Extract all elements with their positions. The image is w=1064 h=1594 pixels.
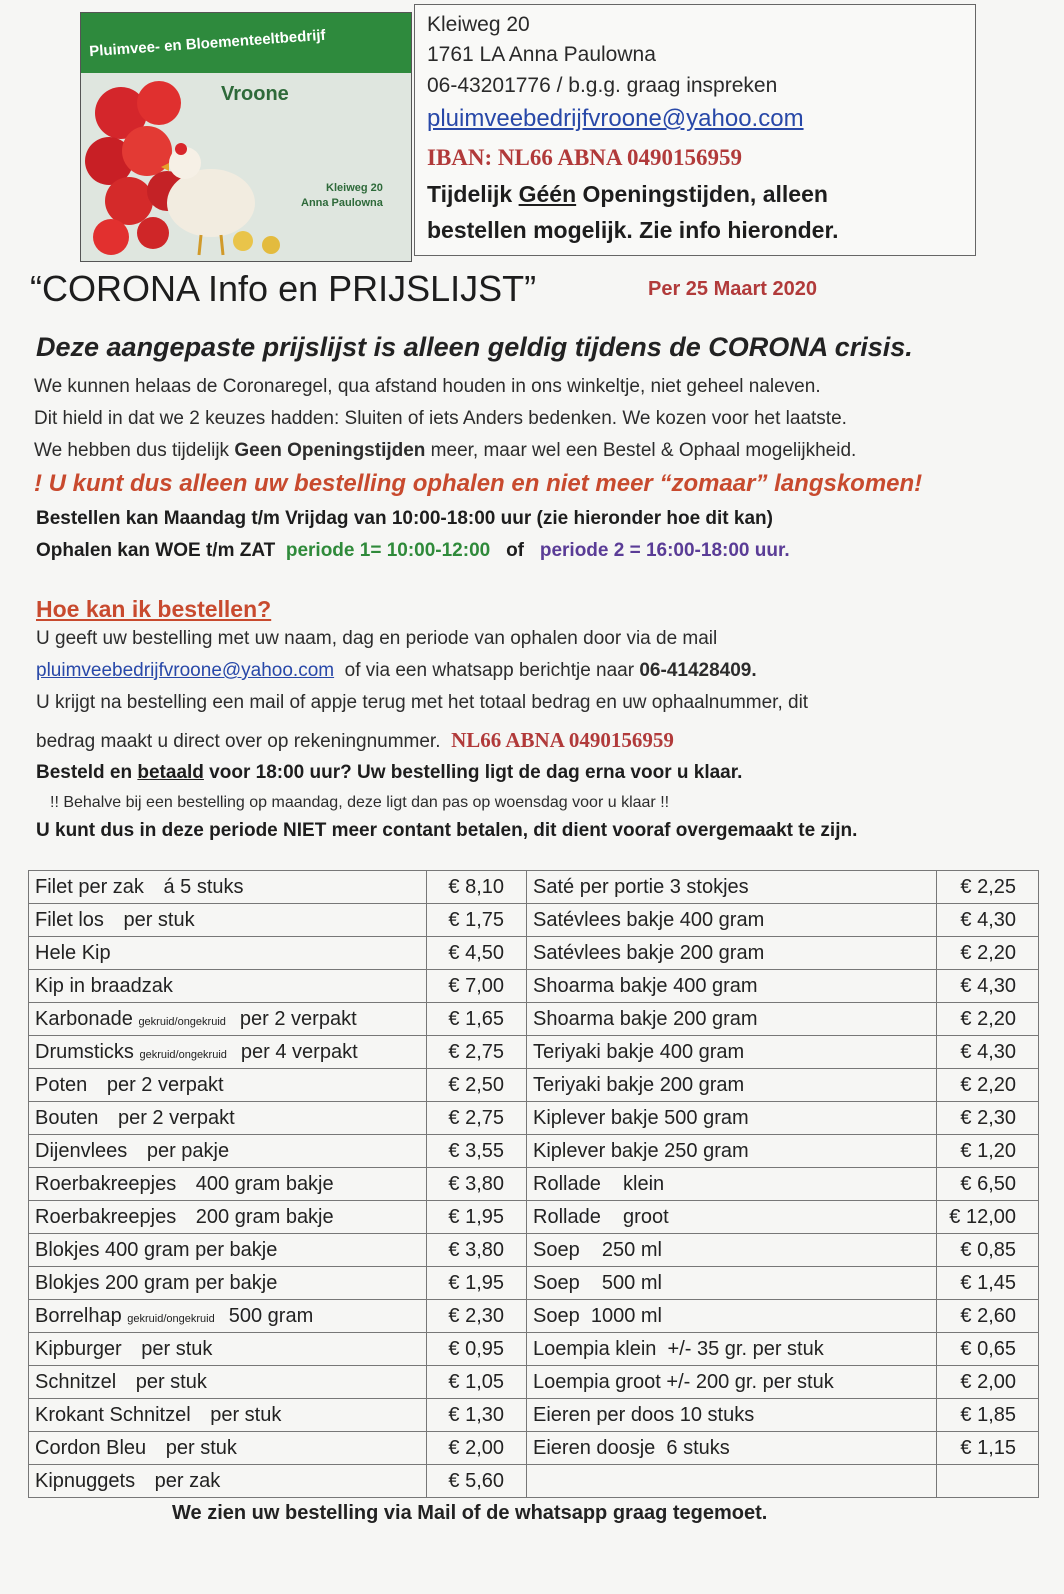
product-detail: per stuk xyxy=(135,1370,207,1393)
product-name-right: Soep 1000 ml xyxy=(527,1300,937,1333)
product-name: Hele Kip xyxy=(35,941,111,964)
product-name: Blokjes 400 gram per bakje xyxy=(35,1238,278,1261)
product-price-right: € 2,20 xyxy=(937,1003,1039,1036)
pickup-period-1: periode 1= 10:00-12:00 xyxy=(285,540,491,561)
product-detail: per zak xyxy=(154,1469,221,1492)
how-line5-a: Besteld en xyxy=(36,762,138,783)
pickup-period-2: periode 2 = 16:00-18:00 uur. xyxy=(539,540,790,561)
product-price-right: € 1,20 xyxy=(937,1135,1039,1168)
logo-city: Anna Paulowna xyxy=(301,197,383,209)
how-line1: U geeft uw bestelling met uw naam, dag en periode van ophalen door via de mail xyxy=(36,628,718,649)
product-price-left: € 2,50 xyxy=(427,1069,527,1102)
product-price-left: € 7,00 xyxy=(427,970,527,1003)
product-price-left: € 2,00 xyxy=(427,1432,527,1465)
product-name-right: Satévlees bakje 400 gram xyxy=(527,904,937,937)
product-name-right: Teriyaki bakje 200 gram xyxy=(527,1069,937,1102)
product-price-left: € 1,75 xyxy=(427,904,527,937)
price-row xyxy=(29,937,1039,970)
logo-banner-text: Pluimvee- en Bloementeeltbedrijf xyxy=(88,26,327,61)
product-detail: 500 gram xyxy=(228,1304,314,1327)
product-name-right xyxy=(527,1465,937,1498)
product-price-right: € 2,25 xyxy=(937,871,1039,904)
intro-line2: Dit hield in dat we 2 keuzes hadden: Sluiten of iets Anders bedenken. We kozen voor het laatste. xyxy=(34,408,847,429)
product-detail: per stuk xyxy=(165,1436,237,1459)
price-row xyxy=(29,1036,1039,1069)
how-email-link[interactable]: pluimveebedrijfvroone@yahoo.com xyxy=(36,660,335,681)
how-line3: U krijgt na bestelling een mail of appje terug met het totaal bedrag en uw ophaalnummer, dit xyxy=(36,692,809,713)
product-name: Kipburger xyxy=(35,1337,122,1360)
contact-phone: 06-43201776 / b.g.g. graag inspreken xyxy=(427,74,778,97)
price-row xyxy=(29,904,1039,937)
product-name-left xyxy=(29,1399,427,1432)
product-detail: per stuk xyxy=(123,908,195,931)
product-detail: 200 gram bakje xyxy=(195,1205,334,1228)
whatsapp-number: 06-41428409. xyxy=(639,660,757,681)
product-name-right: Rollade groot xyxy=(527,1201,937,1234)
how-heading: Hoe kan ik bestellen? xyxy=(36,596,272,622)
product-name-left xyxy=(29,970,427,1003)
product-price-left: € 3,80 xyxy=(427,1168,527,1201)
price-row xyxy=(29,1201,1039,1234)
product-name: Dijenvlees xyxy=(35,1139,128,1162)
product-name-right: Soep 250 ml xyxy=(527,1234,937,1267)
product-price-right: € 0,85 xyxy=(937,1234,1039,1267)
price-row xyxy=(29,1003,1039,1036)
product-name-left xyxy=(29,1300,427,1333)
product-price-right: € 4,30 xyxy=(937,904,1039,937)
product-price-left: € 4,50 xyxy=(427,937,527,970)
price-row xyxy=(29,1069,1039,1102)
product-name-left xyxy=(29,1069,427,1102)
intro-line3-a: We hebben dus tijdelijk xyxy=(34,440,235,461)
footer-note: We zien uw bestelling via Mail of de whatsapp graag tegemoet. xyxy=(172,1502,768,1524)
product-qualifier: gekruid/ongekruid xyxy=(138,1015,226,1028)
intro-line1: We kunnen helaas de Coronaregel, qua afstand houden in ons winkeltje, niet geheel naleven. xyxy=(34,376,821,397)
product-detail: per 2 verpakt xyxy=(117,1106,235,1129)
product-name-right: Loempia klein +/- 35 gr. per stuk xyxy=(527,1333,937,1366)
product-detail: á 5 stuks xyxy=(163,875,244,898)
product-name-right: Kiplever bakje 500 gram xyxy=(527,1102,937,1135)
product-price-right: € 2,00 xyxy=(937,1366,1039,1399)
company-logo xyxy=(80,12,412,262)
product-name-left xyxy=(29,937,427,970)
product-price-right: € 1,85 xyxy=(937,1399,1039,1432)
product-price-left: € 2,75 xyxy=(427,1102,527,1135)
product-name: Karbonade xyxy=(35,1007,133,1030)
intro-line3-c: meer, maar wel een Bestel & Ophaal mogelijkheid. xyxy=(425,440,857,461)
product-qualifier: gekruid/ongekruid xyxy=(139,1048,227,1061)
product-price-left: € 2,30 xyxy=(427,1300,527,1333)
contact-note-line2: bestellen mogelijk. Zie info hieronder. xyxy=(427,217,839,243)
product-name-right: Eieren per doos 10 stuks xyxy=(527,1399,937,1432)
product-name-right: Rollade klein xyxy=(527,1168,937,1201)
product-name: Krokant Schnitzel xyxy=(35,1403,191,1426)
product-price-left: € 8,10 xyxy=(427,871,527,904)
intro-warning: ! U kunt dus alleen uw bestelling ophalen en niet meer “zomaar” langskomen! xyxy=(34,470,923,497)
product-price-right xyxy=(937,1465,1039,1498)
note-part-a: Tijdelijk xyxy=(427,181,519,207)
product-price-left: € 1,65 xyxy=(427,1003,527,1036)
how-line5-b: betaald xyxy=(137,762,204,783)
how-line2 xyxy=(36,660,757,682)
how-line6: !! Behalve bij een bestelling op maandag, deze ligt dan pas op woensdag voor u klaar !! xyxy=(50,794,670,811)
product-name-right: Saté per portie 3 stokjes xyxy=(527,871,937,904)
how-line2-a: of via een whatsapp berichtje naar xyxy=(344,660,640,681)
price-row xyxy=(29,1399,1039,1432)
how-iban: NL66 ABNA 0490156959 xyxy=(451,728,674,752)
how-line7: U kunt dus in deze periode NIET meer contant betalen, dit dient vooraf overgemaakt te zijn. xyxy=(36,820,858,841)
pickup-days: Ophalen kan WOE t/m ZAT xyxy=(36,540,276,561)
product-detail: per 4 verpakt xyxy=(240,1040,358,1063)
product-name: Roerbakreepjes xyxy=(35,1172,177,1195)
contact-email-link[interactable]: pluimveebedrijfvroone@yahoo.com xyxy=(427,105,804,132)
product-price-right: € 2,60 xyxy=(937,1300,1039,1333)
product-name-left xyxy=(29,1366,427,1399)
product-name: Cordon Bleu xyxy=(35,1436,147,1459)
product-price-right: € 6,50 xyxy=(937,1168,1039,1201)
price-row xyxy=(29,1234,1039,1267)
product-name-left xyxy=(29,1102,427,1135)
product-name-left xyxy=(29,1432,427,1465)
product-price-left: € 1,30 xyxy=(427,1399,527,1432)
how-line4-text: bedrag maakt u direct over op rekeningnummer. xyxy=(36,731,441,752)
product-name-right: Shoarma bakje 200 gram xyxy=(527,1003,937,1036)
pickup-or: of xyxy=(506,540,524,561)
product-name-left xyxy=(29,1135,427,1168)
product-name-right: Satévlees bakje 200 gram xyxy=(527,937,937,970)
price-row xyxy=(29,1135,1039,1168)
intro-headline: Deze aangepaste prijslijst is alleen geldig tijdens de CORONA crisis. xyxy=(36,332,913,362)
product-price-left: € 0,95 xyxy=(427,1333,527,1366)
product-name-right: Shoarma bakje 400 gram xyxy=(527,970,937,1003)
product-price-right: € 4,30 xyxy=(937,970,1039,1003)
product-name: Schnitzel xyxy=(35,1370,117,1393)
order-hours: Bestellen kan Maandag t/m Vrijdag van 10:00-18:00 uur (zie hieronder hoe dit kan) xyxy=(36,508,773,529)
product-name-left xyxy=(29,1333,427,1366)
logo-address xyxy=(301,181,383,211)
price-row xyxy=(29,1432,1039,1465)
contact-box xyxy=(414,4,976,256)
product-name: Filet per zak xyxy=(35,875,144,898)
product-detail: 400 gram bakje xyxy=(195,1172,334,1195)
product-name: Kipnuggets xyxy=(35,1469,136,1492)
page-date: Per 25 Maart 2020 xyxy=(648,278,818,300)
product-name: Roerbakreepjes xyxy=(35,1205,177,1228)
contact-iban: IBAN: NL66 ABNA 0490156959 xyxy=(427,145,743,170)
product-name-right: Soep 500 ml xyxy=(527,1267,937,1300)
product-name-left xyxy=(29,1465,427,1498)
intro-line3-b: Geen Openingstijden xyxy=(234,440,426,461)
product-price-right: € 2,20 xyxy=(937,937,1039,970)
product-price-left: € 1,05 xyxy=(427,1366,527,1399)
product-name-left xyxy=(29,904,427,937)
price-row xyxy=(29,1168,1039,1201)
intro-line3 xyxy=(34,440,856,462)
product-name: Borrelhap xyxy=(35,1304,122,1327)
product-name-left xyxy=(29,1168,427,1201)
price-row xyxy=(29,1300,1039,1333)
pickup-hours xyxy=(36,540,790,562)
product-price-right: € 2,20 xyxy=(937,1069,1039,1102)
product-name: Kip in braadzak xyxy=(35,974,173,997)
price-row xyxy=(29,1102,1039,1135)
how-line5-c: voor 18:00 uur? Uw bestelling ligt de dag erna voor u klaar. xyxy=(203,762,743,783)
product-price-left: € 1,95 xyxy=(427,1267,527,1300)
product-qualifier: gekruid/ongekruid xyxy=(127,1312,215,1325)
price-row xyxy=(29,1366,1039,1399)
product-name-left xyxy=(29,1003,427,1036)
product-price-left: € 5,60 xyxy=(427,1465,527,1498)
product-name: Drumsticks xyxy=(35,1040,134,1063)
logo-name: Vroone xyxy=(221,83,289,105)
page-title: “CORONA Info en PRIJSLIJST” xyxy=(30,268,537,309)
product-name: Filet los xyxy=(35,908,104,931)
product-price-right: € 4,30 xyxy=(937,1036,1039,1069)
product-price-left: € 1,95 xyxy=(427,1201,527,1234)
product-price-right: € 12,00 xyxy=(937,1201,1039,1234)
price-row xyxy=(29,1465,1039,1498)
product-name: Poten xyxy=(35,1073,88,1096)
how-line5 xyxy=(36,762,742,784)
price-row xyxy=(29,1267,1039,1300)
price-row xyxy=(29,1333,1039,1366)
product-name-right: Teriyaki bakje 400 gram xyxy=(527,1036,937,1069)
contact-postcode-city: 1761 LA Anna Paulowna xyxy=(427,43,656,66)
product-name-left xyxy=(29,1234,427,1267)
product-name-right: Loempia groot +/- 200 gr. per stuk xyxy=(527,1366,937,1399)
product-detail: per 2 verpakt xyxy=(106,1073,224,1096)
product-name-left xyxy=(29,1267,427,1300)
note-part-c: Openingstijden, alleen xyxy=(576,181,828,207)
price-row xyxy=(29,871,1039,904)
product-price-left: € 2,75 xyxy=(427,1036,527,1069)
product-name-left xyxy=(29,1201,427,1234)
product-price-right: € 2,30 xyxy=(937,1102,1039,1135)
product-price-left: € 3,55 xyxy=(427,1135,527,1168)
product-price-left: € 3,80 xyxy=(427,1234,527,1267)
product-detail: per stuk xyxy=(210,1403,282,1426)
logo-street: Kleiweg 20 xyxy=(326,182,383,194)
price-row xyxy=(29,970,1039,1003)
note-part-b: Géén xyxy=(518,181,577,207)
product-detail: per stuk xyxy=(141,1337,213,1360)
product-name-right: Eieren doosje 6 stuks xyxy=(527,1432,937,1465)
product-name-left xyxy=(29,871,427,904)
logo-banner xyxy=(81,13,411,75)
product-price-right: € 0,65 xyxy=(937,1333,1039,1366)
product-name: Blokjes 200 gram per bakje xyxy=(35,1271,278,1294)
product-price-right: € 1,45 xyxy=(937,1267,1039,1300)
product-detail: per 2 verpakt xyxy=(239,1007,357,1030)
price-table xyxy=(28,870,1039,1498)
product-name-left xyxy=(29,1036,427,1069)
how-line4 xyxy=(36,728,674,753)
product-name-right: Kiplever bakje 250 gram xyxy=(527,1135,937,1168)
product-name: Bouten xyxy=(35,1106,99,1129)
contact-street: Kleiweg 20 xyxy=(427,13,530,36)
contact-note-line1 xyxy=(427,181,828,208)
product-detail: per pakje xyxy=(146,1139,230,1162)
product-price-right: € 1,15 xyxy=(937,1432,1039,1465)
